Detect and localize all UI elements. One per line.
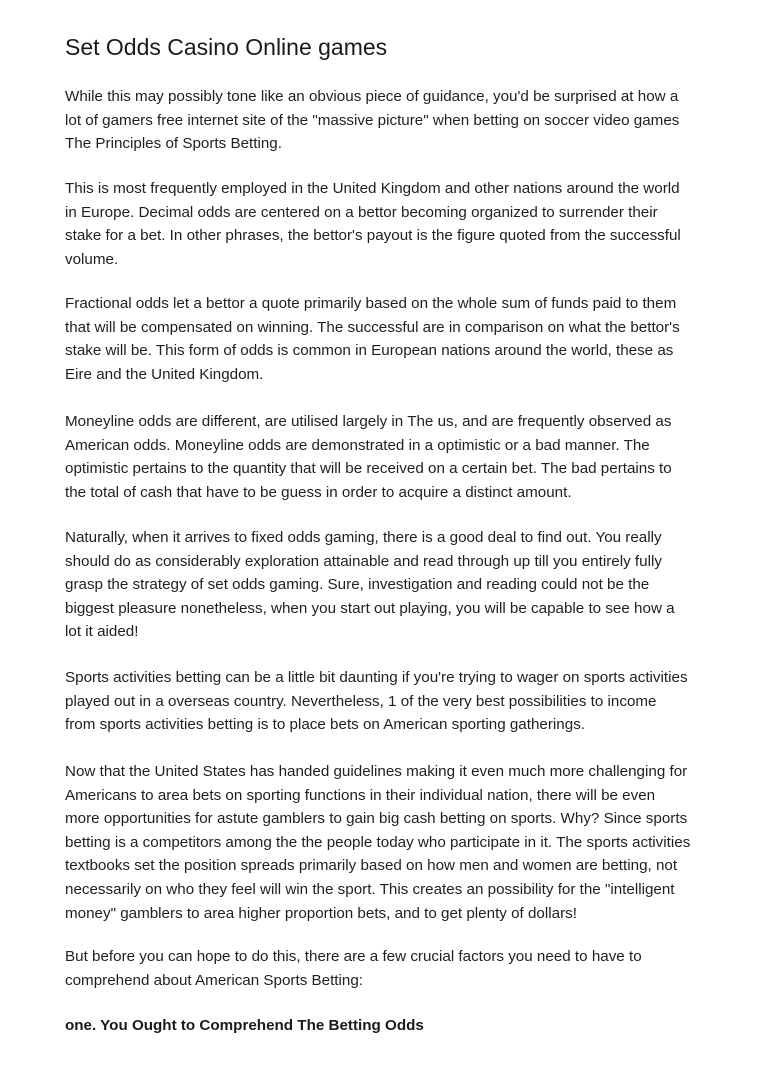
text-line: But before you can hope to do this, there are a few crucial factors you need to have to bbox=[65, 948, 642, 965]
section-subheading: one. You Ought to Comprehend The Betting Odds bbox=[65, 1017, 424, 1034]
paragraph-4 bbox=[65, 410, 672, 504]
paragraph-5 bbox=[65, 526, 675, 644]
text-line: more opportunities for astute gamblers to gain big cash betting on sports. Why? Since sports bbox=[65, 810, 688, 828]
text-line: Fractional odds let a bettor a quote primarily based on the whole sum of funds paid to them bbox=[65, 295, 677, 312]
text-line: played out in a overseas country. Nevertheless, 1 of the very best possibilities to income bbox=[65, 692, 657, 710]
text-line: stake for a bet. In other phrases, the bettor's payout is the figure quoted from the successful bbox=[65, 227, 681, 245]
text-line: textbooks set the position spreads primarily based on how men and women are betting, not bbox=[65, 857, 678, 875]
text-line: While this may possibly tone like an obvious piece of guidance, you'd be surprised at how a bbox=[65, 88, 679, 105]
text-line: lot it aided! bbox=[65, 623, 139, 641]
text-line: that will be compensated on winning. The successful are in comparison on what the bettor's bbox=[65, 318, 680, 336]
paragraph-6 bbox=[65, 666, 688, 737]
text-line: optimistic pertains to the quantity that will be received on a certain bet. The bad pertains to bbox=[65, 460, 672, 478]
paragraph-8 bbox=[65, 945, 642, 992]
text-line: the total of cash that have to be guess in order to acquire a distinct amount. bbox=[65, 483, 572, 501]
page-title: Set Odds Casino Online games bbox=[65, 34, 388, 60]
text-line: Eire and the United Kingdom. bbox=[65, 365, 264, 383]
text-line: from sports activities betting is to place bets on American sporting gatherings. bbox=[65, 716, 586, 734]
text-line: comprehend about American Sports Betting: bbox=[65, 971, 364, 989]
text-line: lot of gamers free internet site of the "massive picture" when betting on soccer video games bbox=[65, 111, 680, 129]
text-line: money" gamblers to area higher proportion bets, and to get plenty of dollars! bbox=[65, 904, 577, 922]
text-line: Now that the United States has handed guidelines making it even much more challenging for bbox=[65, 763, 688, 780]
text-line: biggest pleasure nonetheless, when you start out playing, you will be capable to see how a bbox=[65, 599, 675, 617]
text-line: stake will be. This form of odds is common in European nations around the world, these as bbox=[65, 342, 674, 360]
text-line: Sports activities betting can be a little bit daunting if you're trying to wager on sports activities bbox=[65, 669, 688, 686]
text-line: American odds. Moneyline odds are demonstrated in a optimistic or a bad manner. The bbox=[65, 436, 650, 454]
text-line: Moneyline odds are different, are utilised largely in The us, and are frequently observed as bbox=[65, 413, 672, 430]
text-line: Americans to area bets on sporting functions in their individual nation, there will be even bbox=[65, 786, 656, 804]
text-line: in Europe. Decimal odds are centered on a bettor becoming organized to surrender their bbox=[65, 203, 658, 221]
text-line: grasp the strategy of set odds gaming. Sure, investigation and reading could not be the bbox=[65, 576, 650, 594]
text-line: betting is a competitors among the the people today who participate in it. The sports activities bbox=[65, 833, 691, 851]
paragraph-1 bbox=[65, 85, 679, 156]
paragraph-2 bbox=[65, 177, 681, 271]
text-line: The Principles of Sports Betting. bbox=[65, 135, 282, 153]
text-line: necessarily on who they feel will win the sport. This creates an possibility for the "intelligent bbox=[65, 880, 675, 898]
text-line: should do as considerably exploration attainable and read through up till you entirely fully bbox=[65, 552, 662, 570]
text-line: Naturally, when it arrives to fixed odds gaming, there is a good deal to find out. You really bbox=[65, 529, 662, 546]
text-line: volume. bbox=[65, 250, 119, 268]
text-line: This is most frequently employed in the United Kingdom and other nations around the world bbox=[65, 180, 680, 197]
paragraph-3 bbox=[65, 292, 680, 386]
paragraph-7 bbox=[65, 760, 690, 925]
